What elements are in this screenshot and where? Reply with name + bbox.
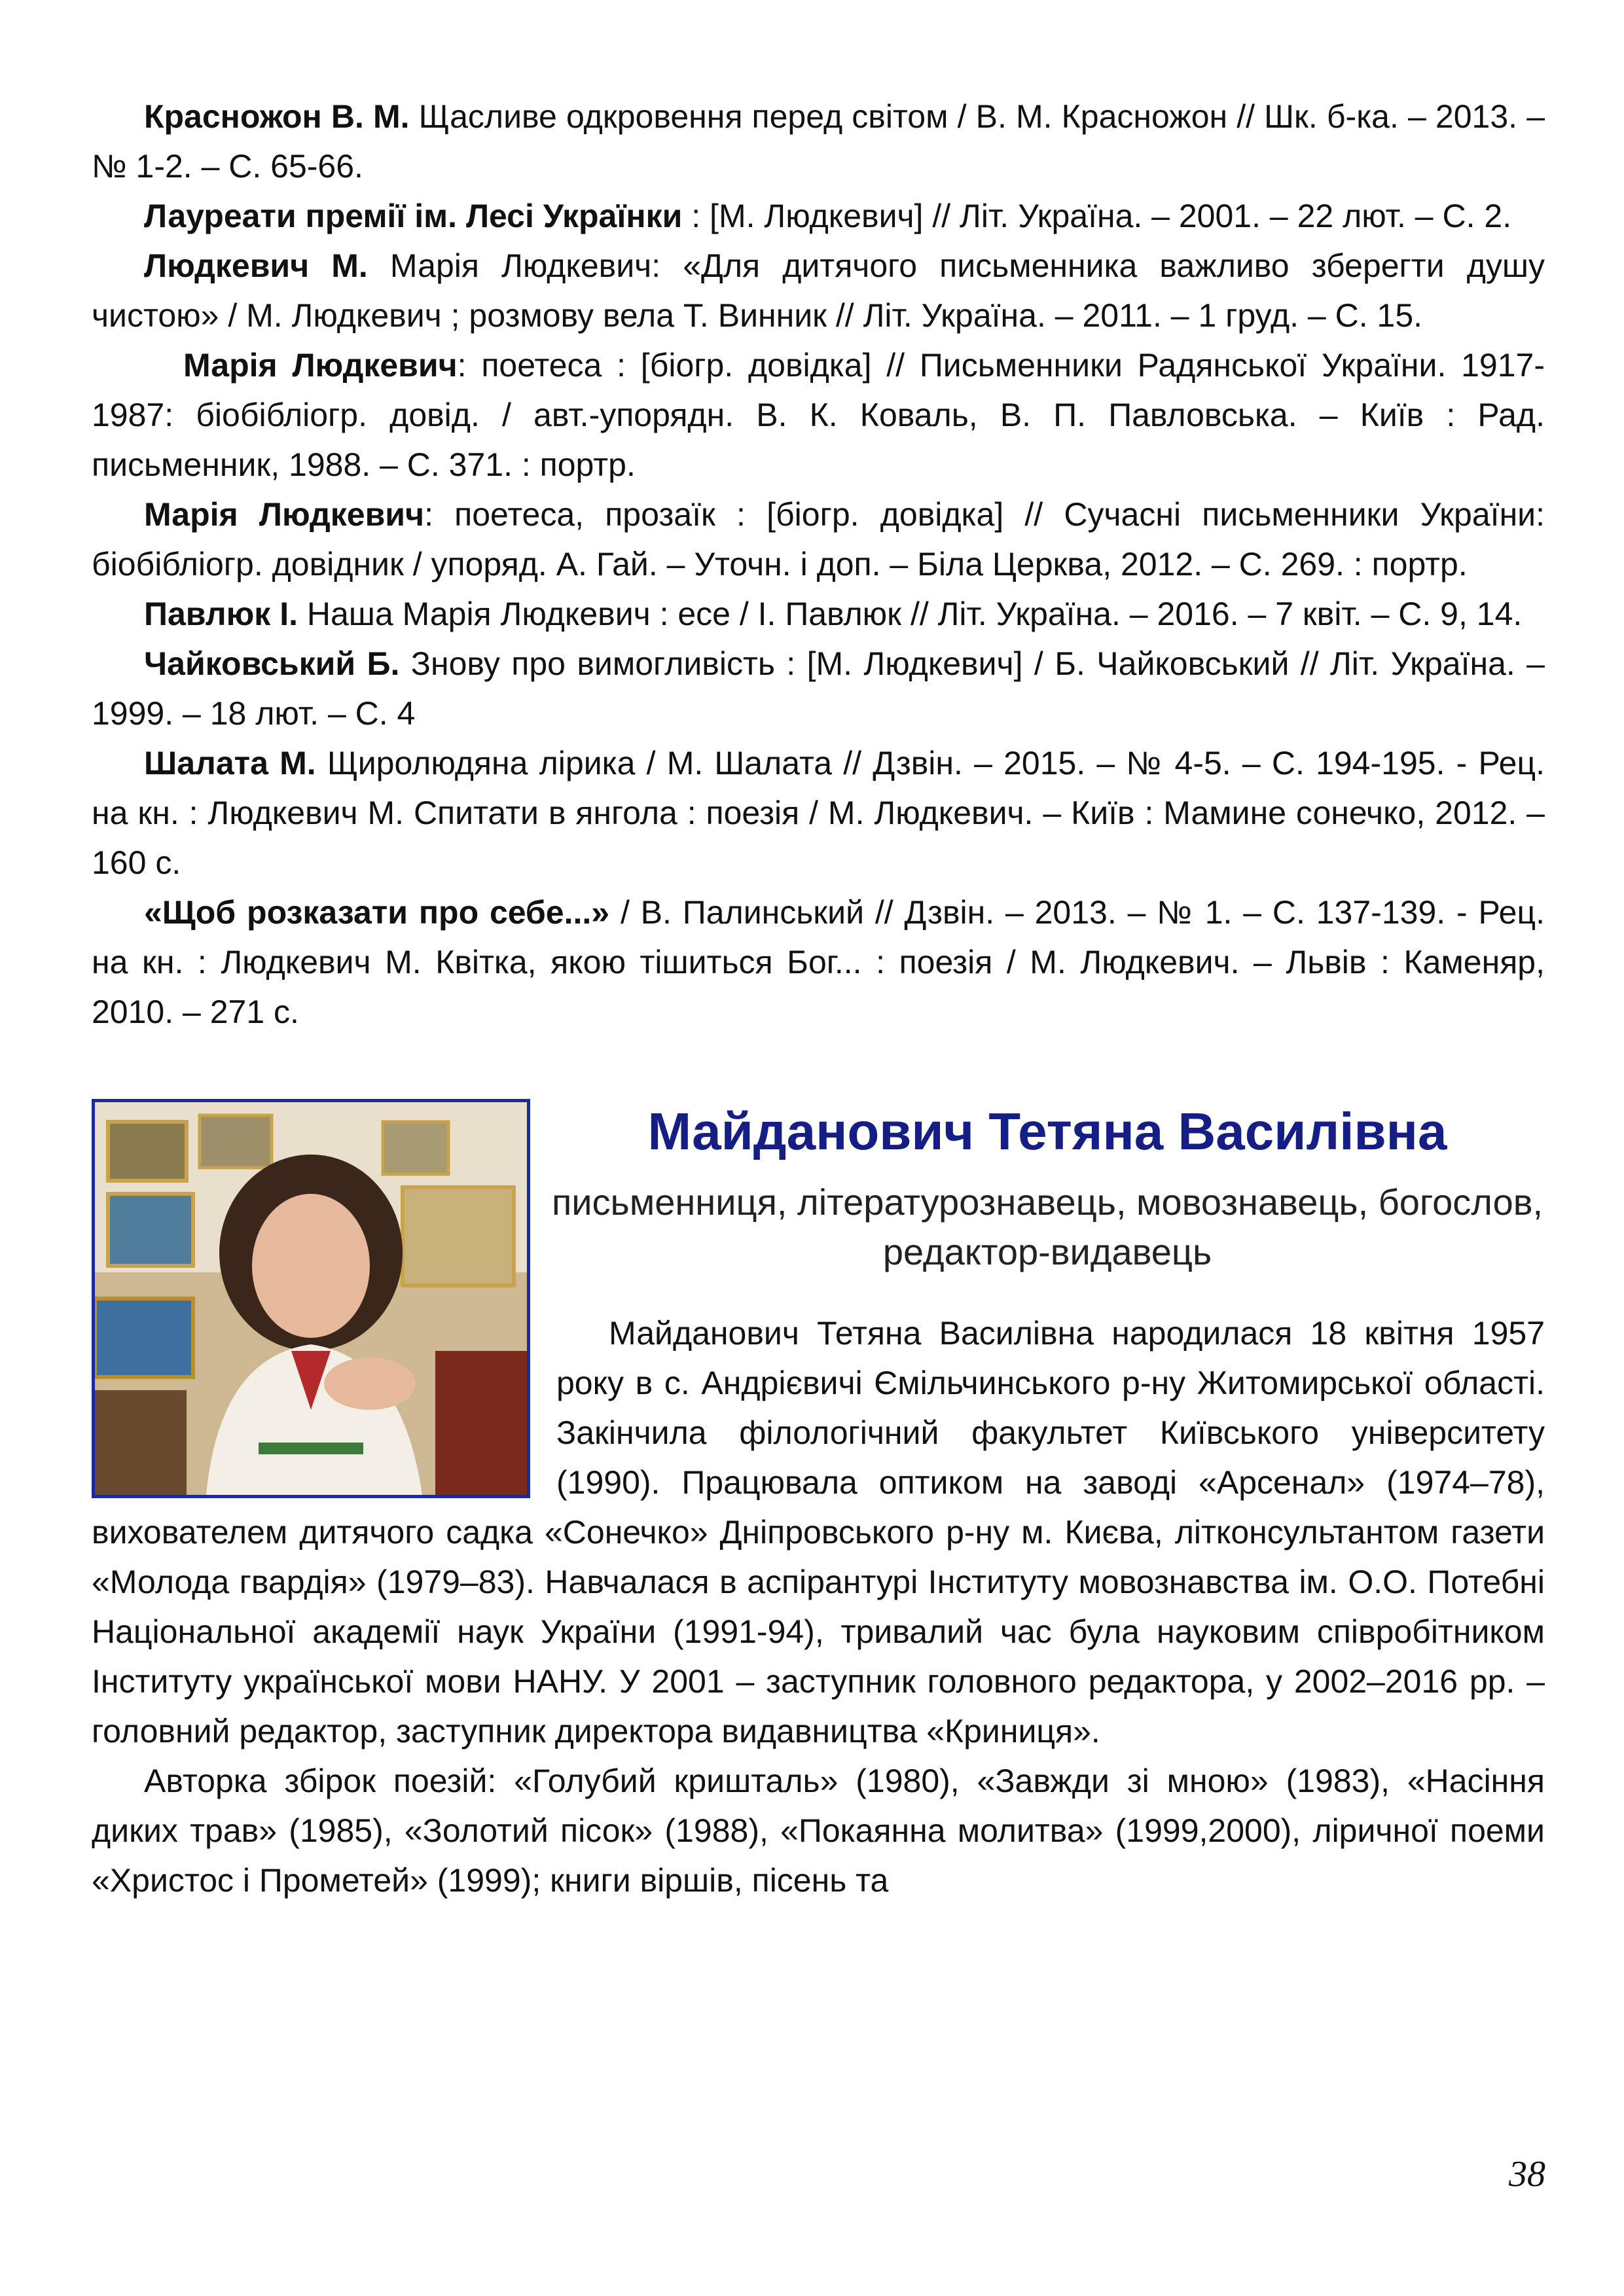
- bib-entry: [92, 589, 1545, 639]
- bio-paragraph: Авторка збірок поезій: «Голубий кришталь» (1980), «Завжди зі мною» (1983), «Насіння диких трав» (1985), «Золотий пісок» (1988), «Покаянна молитва» (1999,2000), ліричної поеми «Христос і Прометей» (1999); книги віршів, пісень та: [92, 1763, 1545, 1899]
- bio-paragraph: Майданович Тетяна Василівна народилася 18 квітня 1957 року в с. Андрієвичі Ємільчинського р-ну Житомирської області. Закінчила філологічний факультет Київського університету (1990). Працювала оптиком на заводі «Арсенал» (1974–78), вихователем дитячого садка «Сонечко» Дніпровського р-ну м. Києва, літконсультантом газети «Молода гвардія» (1979–83). Навчалася в аспірантурі Інституту мовознавства ім. О.О. Потебні Національної академії наук України (1991-94), тривалий час була науковим співробітником Інституту української мови НАНУ. У 2001 – заступник головного редактора, у 2002–2016 рр. – головний редактор, заступник директора видавництва «Криниця».: [92, 1315, 1545, 1749]
- bib-author: Павлюк І.: [144, 596, 298, 632]
- bib-text: Марія Людкевич: «Для дитячого письменника важливо зберегти душу чистою» / М. Людкевич ; розмову вела Т. Винник // Літ. Україна. – 2011. – 1 груд. – С. 15.: [92, 247, 1545, 334]
- author-roles: письменниця, літературознавець, мовознавець, богослов, редактор-видавець: [551, 1181, 1543, 1272]
- bib-entry: [92, 490, 1545, 589]
- bib-text: Щиролюдяна лірика / М. Шалата // Дзвін. – 2015. – № 4-5. – С. 194-195. - Рец. на кн. : Людкевич М. Спитати в янгола : поезія / М. Людкевич. – Київ : Мамине сонечко, 2012. – 160 с.: [92, 745, 1545, 881]
- bib-entry: [92, 191, 1545, 241]
- bio-block: [92, 1308, 1545, 1905]
- bib-author: Людкевич М.: [144, 247, 368, 284]
- bib-entry: [92, 340, 1545, 490]
- bib-text: Наша Марія Людкевич : есе / І. Павлюк // Літ. Україна. – 2016. – 7 квіт. – С. 9, 14.: [298, 596, 1523, 632]
- bib-entry: [92, 738, 1545, 888]
- photo-wrap-spacer: [92, 1308, 556, 1505]
- bib-text: : [М. Людкевич] // Літ. Україна. – 2001. – 22 лют. – С. 2.: [682, 198, 1512, 234]
- author-name: Майданович Тетяна Василівна: [647, 1102, 1447, 1160]
- bib-text: / В. Палинський // Дзвін. – 2013. – № 1. – С. 137-139. - Рец. на кн. : Людкевич М. Квітка, якою тішиться Бог... : поезія / М. Людкевич. – Львів : Каменяр, 2010. – 271 с.: [92, 894, 1545, 1030]
- bib-author: Чайковський Б.: [144, 645, 400, 682]
- bib-text: : поетеса : [біогр. довідка] // Письменники Радянської України. 1917-1987: біобібліогр. довід. / авт.-упорядн. В. К. Коваль, В. П. Павловська. – Київ : Рад. письменник, 1988. – С. 371. : портр.: [92, 347, 1545, 483]
- bib-author: Марія Людкевич: [144, 496, 425, 533]
- bib-text: : поетеса, прозаїк : [біогр. довідка] // Сучасні письменники України: біобібліогр. довідник / упоряд. А. Гай. – Уточн. і доп. – Біла Церква, 2012. – С. 269. : портр.: [92, 496, 1545, 583]
- bib-entry: [92, 639, 1545, 738]
- page-number: 38: [1509, 2154, 1545, 2195]
- document-page: [92, 92, 1545, 2172]
- bib-author: Шалата М.: [144, 745, 316, 781]
- bib-author: Красножон В. М.: [144, 98, 410, 135]
- bib-author: Марія Людкевич: [183, 347, 458, 384]
- bib-text: Знову про вимогливість : [М. Людкевич] / Б. Чайковський // Літ. Україна. – 1999. – 18 лют. – С. 4: [92, 645, 1545, 732]
- bibliography-list: [92, 92, 1545, 1037]
- bib-text: Щасливе одкровення перед світом / В. М. Красножон // Шк. б-ка. – 2013. – № 1-2. – С. 65-66.: [92, 98, 1545, 185]
- bib-author: «Щоб розказати про себе...»: [144, 894, 610, 931]
- bib-author: Лауреати премії ім. Лесі Українки: [144, 198, 683, 234]
- bib-entry: [92, 92, 1545, 191]
- bib-entry: [92, 241, 1545, 340]
- author-profile: [92, 1099, 1545, 2172]
- bib-entry: [92, 888, 1545, 1037]
